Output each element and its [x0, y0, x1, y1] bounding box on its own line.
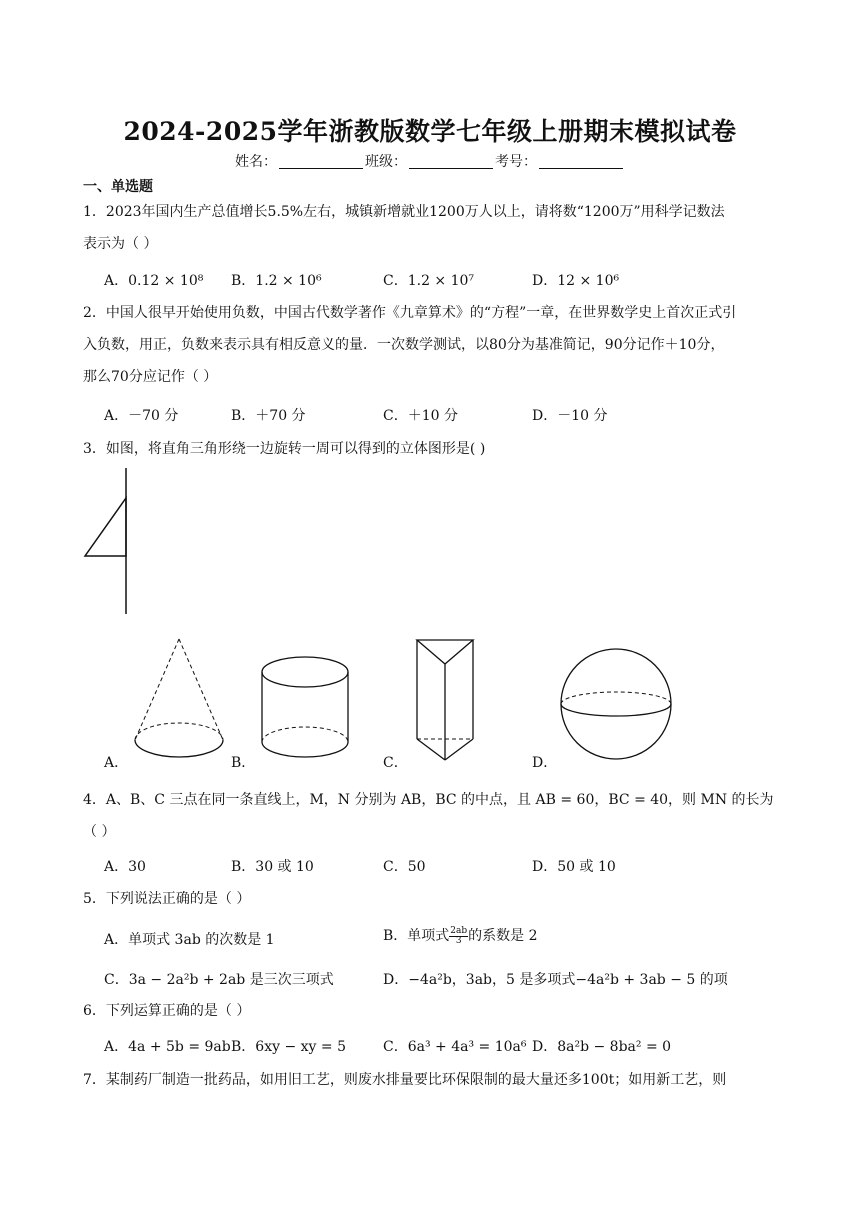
q3-option-a: A．	[104, 755, 129, 771]
q5-option-a: A．单项式 3ab 的次数是 1	[104, 932, 275, 948]
q3-option-b: B．	[231, 755, 256, 771]
q1-option-d: D．12 × 10⁶	[532, 273, 620, 289]
triangular-prism-figure	[412, 636, 482, 766]
q3-option-c: C．	[383, 755, 408, 771]
name-label: 姓名：	[235, 154, 277, 170]
q1-option-b: B．1.2 × 10⁶	[231, 273, 322, 289]
fraction	[449, 927, 468, 946]
right-triangle-figure	[80, 468, 140, 618]
fraction-numerator: 2ab	[450, 925, 468, 936]
section-heading: 一、单选题	[83, 179, 153, 195]
page-title: 2024-2025学年浙教版数学七年级上册期末模拟试卷	[123, 117, 737, 146]
q1-option-a: A．0.12 × 10⁸	[104, 273, 204, 289]
q1-option-c: C．1.2 × 10⁷	[383, 273, 475, 289]
q6-option-d: D．8a²b − 8ba² = 0	[532, 1039, 672, 1055]
question-1	[83, 196, 783, 260]
question-3	[83, 433, 783, 465]
exam-number-label: 考号：	[495, 154, 537, 170]
q2-option-a: A．－70 分	[104, 408, 179, 424]
q5-option-b-prefix: B．单项式	[383, 928, 450, 944]
exam-number-blank	[539, 154, 623, 169]
q5-option-c: C．3a − 2a²b + 2ab 是三次三项式	[104, 972, 334, 988]
student-info-line	[0, 151, 860, 171]
question-7-line-1: 7．某制药厂制造一批药品，如用旧工艺，则废水排量要比环保限制的最大量还多100t；如用新工艺，则	[83, 1072, 727, 1088]
question-7	[83, 1064, 783, 1096]
question-4-line-2: （ ）	[83, 824, 116, 840]
q2-option-c: C．＋10 分	[383, 408, 458, 424]
question-3-line-1: 3．如图，将直角三角形绕一边旋转一周可以得到的立体图形是( )	[83, 441, 486, 457]
question-1-line-2: 表示为（ ）	[83, 236, 158, 252]
q5-option-b-suffix: 的系数是 2	[468, 928, 538, 944]
q6-option-b: B．6xy − xy = 5	[231, 1039, 346, 1055]
question-5	[83, 883, 783, 915]
q2-option-b: B．＋70 分	[231, 408, 306, 424]
name-blank	[279, 154, 363, 169]
cylinder-figure	[258, 654, 358, 764]
question-5-line-1: 5．下列说法正确的是（ ）	[83, 891, 251, 907]
sphere-figure	[558, 646, 678, 766]
q6-option-a: A．4a + 5b = 9ab	[104, 1039, 231, 1055]
q5-option-d: D．−4a²b，3ab，5 是多项式−4a²b + 3ab − 5 的项	[383, 972, 728, 988]
question-2	[83, 297, 783, 393]
q3-option-d: D．	[532, 755, 558, 771]
question-1-line-1: 1．2023年国内生产总值增长5.5%左右，城镇新增就业1200万人以上，请将数“1200万”用科学记数法	[83, 204, 725, 220]
q4-option-d: D．50 或 10	[532, 859, 616, 875]
class-label: 班级：	[365, 154, 407, 170]
fraction-denominator: 3	[455, 935, 462, 946]
question-4	[83, 784, 783, 848]
q2-option-d: D．－10 分	[532, 408, 608, 424]
question-4-line-1: 4．A、B、C 三点在同一条直线上，M，N 分别为 AB，BC 的中点，且 AB = 60，BC = 40，则 MN 的长为	[83, 792, 774, 808]
cone-figure	[130, 636, 230, 762]
q4-option-c: C．50	[383, 859, 426, 875]
question-2-line-3: 那么70分应记作（ ）	[83, 369, 218, 385]
q4-option-a: A．30	[104, 859, 146, 875]
question-2-line-2: 入负数，用正，负数来表示具有相反意义的量．一次数学测试，以80分为基准简记，90分记作＋10分，	[83, 337, 725, 353]
q6-option-c: C．6a³ + 4a³ = 10a⁶	[383, 1039, 527, 1055]
question-6-line-1: 6．下列运算正确的是（ ）	[83, 1003, 251, 1019]
q4-option-b: B．30 或 10	[231, 859, 314, 875]
question-2-line-1: 2．中国人很早开始使用负数，中国古代数学著作《九章算术》的“方程”一章，在世界数学史上首次正式引	[83, 305, 737, 321]
q5-option-b	[383, 925, 538, 946]
class-blank	[409, 154, 493, 169]
question-6	[83, 995, 783, 1027]
